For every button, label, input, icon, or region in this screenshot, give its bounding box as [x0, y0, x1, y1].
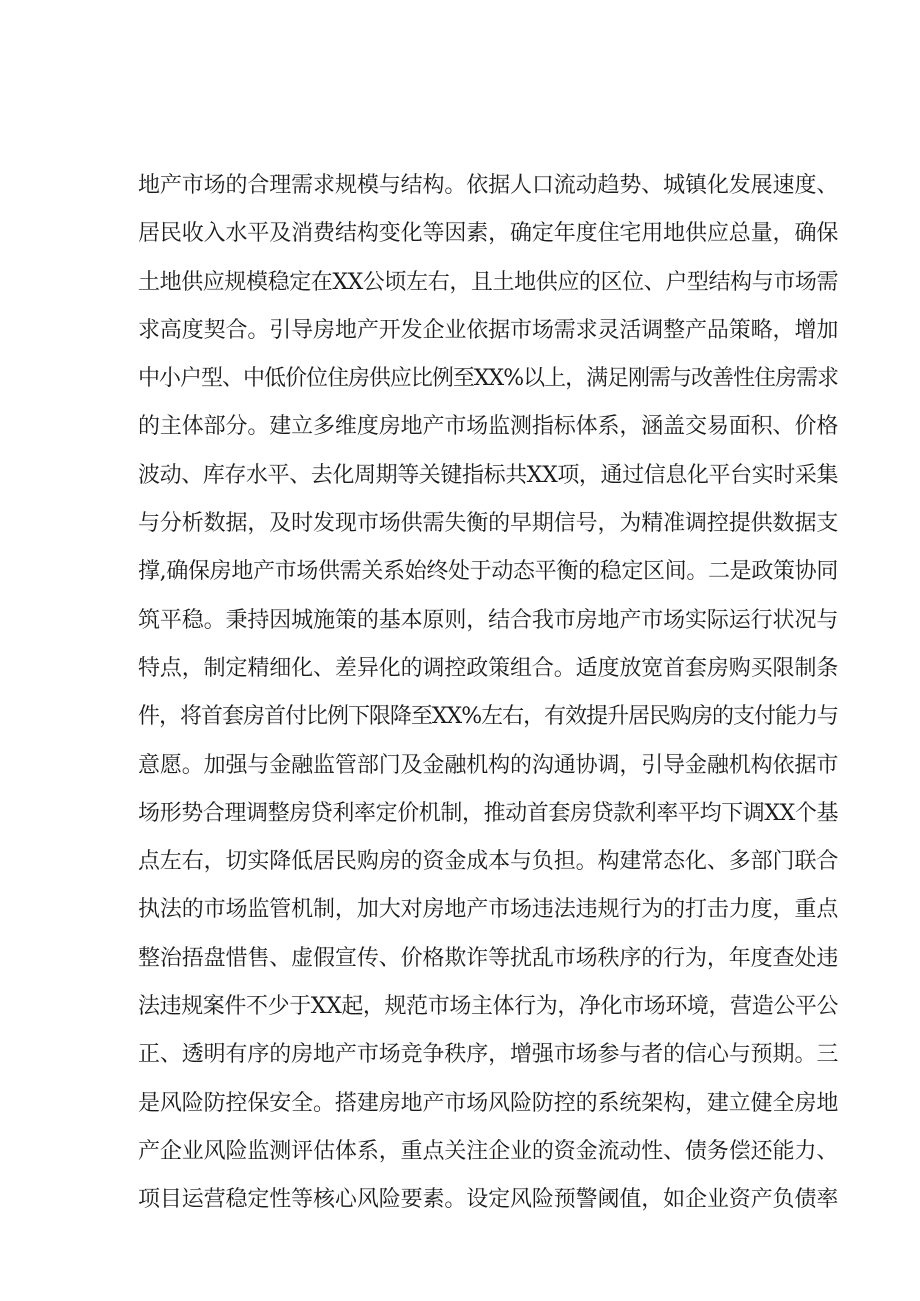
text-line: 土地供应规模稳定在XX公顷左右，且土地供应的区位、户型结构与市场需: [138, 269, 839, 295]
text-line: 居民收入水平及消费结构变化等因素，确定年度住宅用地供应总量，确保: [138, 221, 839, 247]
text-line: 整治捂盘惜售、虚假宣传、价格欺诈等扰乱市场秩序的行为，年度查处违: [138, 945, 839, 971]
text-line: 是风险防控保安全。搭建房地产市场风险防控的系统架构，建立健全房地: [138, 1090, 839, 1116]
text-line: 特点，制定精细化、差异化的调控政策组合。适度放宽首套房购买限制条: [138, 655, 839, 681]
text-line: 正、透明有序的房地产市场竞争秩序，增强市场参与者的信心与预期。三: [138, 1042, 839, 1068]
text-line: 与分析数据，及时发现市场供需失衡的早期信号，为精准调控提供数据支: [138, 511, 839, 537]
text-line: 意愿。加强与金融监管部门及金融机构的沟通协调，引导金融机构依据市: [138, 752, 839, 778]
text-line: 地产市场的合理需求规模与结构。依据人口流动趋势、城镇化发展速度、: [138, 173, 839, 198]
text-line: 产企业风险监测评估体系，重点关注企业的资金流动性、债务偿还能力、: [138, 1138, 839, 1164]
text-line: 波动、库存水平、去化周期等关键指标共XX项，通过信息化平台实时采集: [138, 462, 839, 488]
text-line: 撑,确保房地产市场供需关系始终处于动态平衡的稳定区间。二是政策协同: [138, 559, 838, 585]
text-line: 法违规案件不少于XX起，规范市场主体行为，净化市场环境，营造公平公: [138, 994, 839, 1020]
text-line: 件，将首套房首付比例下限降至XX%左右，有效提升居民购房的支付能力与: [138, 704, 838, 730]
text-line: 项目运营稳定性等核心风险要素。设定风险预警阈值，如企业资产负债率: [138, 1187, 839, 1213]
text-line: 点左右，切实降低居民购房的资金成本与负担。构建常态化、多部门联合: [138, 849, 839, 875]
text-line: 执法的市场监管机制，加大对房地产市场违法违规行为的打击力度，重点: [138, 897, 839, 923]
text-line: 场形势合理调整房贷利率定价机制，推动首套房贷款利率平均下调XX个基: [138, 800, 839, 826]
body-text: [138, 162, 838, 1225]
text-line: 的主体部分。建立多维度房地产市场监测指标体系，涵盖交易面积、价格: [138, 414, 839, 440]
text-line: 中小户型、中低价位住房供应比例至XX%以上，满足刚需与改善性住房需求: [138, 366, 838, 392]
text-line: 求高度契合。引导房地产开发企业依据市场需求灵活调整产品策略，增加: [138, 317, 839, 343]
text-line: 筑平稳。秉持因城施策的基本原则，结合我市房地产市场实际运行状况与: [138, 607, 839, 633]
